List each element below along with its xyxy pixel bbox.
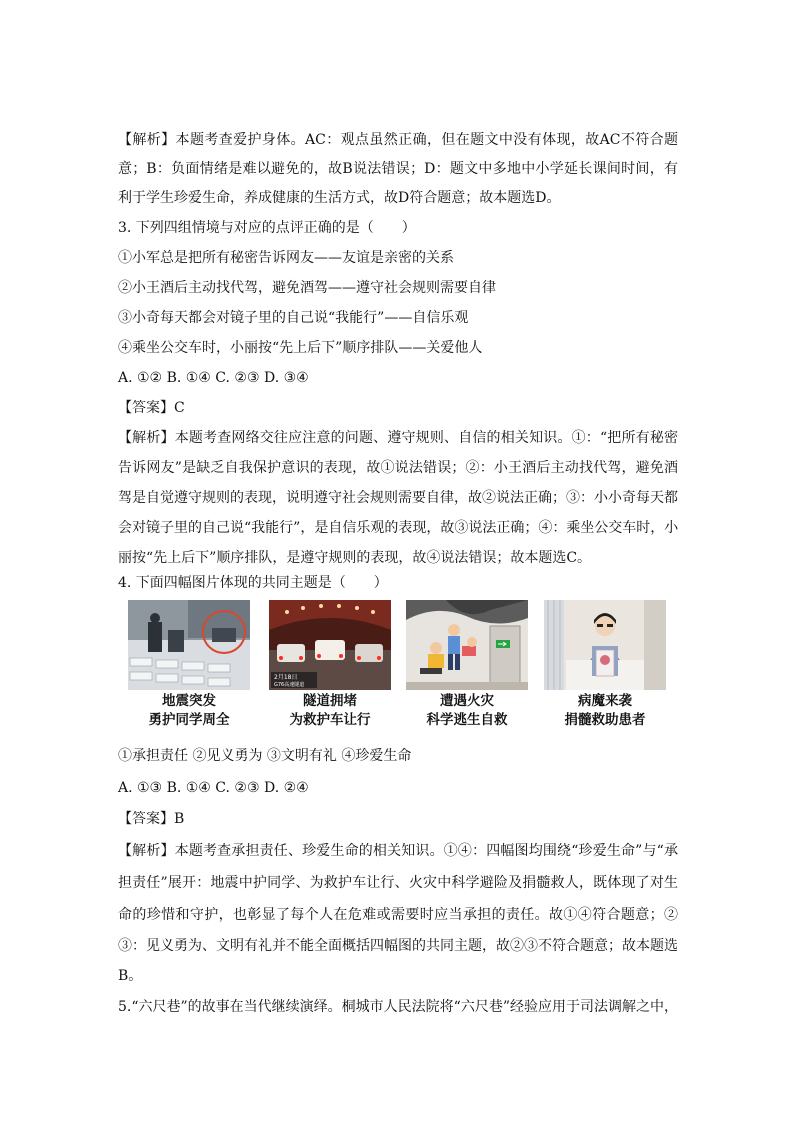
option-line: ②小王酒后主动找代驾，避免酒驾——遵守社会规则需要自律 xyxy=(118,280,496,296)
question-4-pictures xyxy=(128,600,668,730)
question-4-stem: 4. 下面四幅图片体现的共同主题是（ ） xyxy=(118,575,388,591)
picture-caption xyxy=(406,692,528,730)
picture-caption xyxy=(128,692,250,730)
classroom-photo-icon xyxy=(128,600,250,690)
caption-title: 病魔来袭 xyxy=(578,693,632,709)
caption-title: 隧道拥堵 xyxy=(303,693,357,709)
hospital-patient-photo-icon xyxy=(544,600,666,690)
text-line: 【解析】本题考查承担责任、珍爱生命的相关知识。①④：四幅图均围绕“珍爱生命”与“承 xyxy=(118,843,678,859)
svg-text:G76高速隧道: G76高速隧道 xyxy=(274,682,305,688)
text-line: 会对镜子里的自己说“我能行”，是自信乐观的表现，故③说法正确；④：乘坐公交车时，小 xyxy=(118,520,679,536)
text-line: 丽按“先上后下”顺序排队，是遵守规则的表现，故④说法错误；故本题选C。 xyxy=(118,550,592,566)
picture-caption xyxy=(269,692,391,730)
text-line: 【解析】本题考查爱护身体。AC：观点虽然正确，但在题文中没有体现，故AC不符合题 xyxy=(118,132,678,148)
svg-text:2月18日: 2月18日 xyxy=(274,674,298,681)
picture-caption xyxy=(544,692,666,730)
option-line: ③小奇每天都会对镜子里的自己说“我能行”——自信乐观 xyxy=(118,310,469,326)
text-line: 驾是自觉遵守规则的表现，说明遵守社会规则需要自律，故②说法正确；③：小小奇每天都 xyxy=(118,490,678,506)
text-line: 告诉网友”是缺乏自我保护意识的表现，故①说法错误；②：小王酒后主动找代驾，避免酒 xyxy=(118,460,678,476)
option-line: ①小军总是把所有秘密告诉网友——友谊是亲密的关系 xyxy=(118,250,454,266)
question-5-stem: 5.“六尺巷”的故事在当代继续演绎。桐城市人民法院将“六尺巷”经验应用于司法调解之中， xyxy=(118,999,678,1015)
option-line: ①承担责任 ②见义勇为 ③文明有礼 ④珍爱生命 xyxy=(118,748,412,764)
answer-choices: A. ①② B. ①④ C. ②③ D. ③④ xyxy=(118,370,309,386)
text-line: 【解析】本题考查网络交往应注意的问题、遵守规则、自信的相关知识。①：“把所有秘密 xyxy=(118,430,678,446)
answer-key: 【答案】B xyxy=(118,811,185,827)
text-line: ③：见义勇为、文明有礼并不能全面概括四幅图的共同主题，故②③不符合题意；故本题选 xyxy=(118,938,678,954)
text-line: 利于学生珍爱生命，养成健康的生活方式，故D符合题意；故本题选D。 xyxy=(118,190,561,206)
caption-subtitle: 捐髓救助患者 xyxy=(564,712,646,728)
text-line: 意；B：负面情绪是难以避免的，故B说法错误；D：题文中多地中小学延长课间时间，有 xyxy=(118,161,678,177)
caption-subtitle: 勇护同学周全 xyxy=(148,712,230,728)
text-line: 担责任”展开：地震中护同学、为救护车让行、火灾中科学避险及捐髓救人，既体现了对生 xyxy=(118,875,678,891)
text-line: 命的珍惜和守护，也彰显了每个人在危难或需要时应当承担的责任。故①④符合题意；② xyxy=(118,907,678,923)
answer-key: 【答案】C xyxy=(118,400,185,416)
answer-choices: A. ①③ B. ①④ C. ②③ D. ②④ xyxy=(118,780,309,796)
question-3-stem: 3. 下列四组情境与对应的点评正确的是（ ） xyxy=(118,220,416,236)
caption-subtitle: 为救护车让行 xyxy=(289,712,371,728)
caption-title: 遭遇火灾 xyxy=(440,693,494,709)
caption-title: 地震突发 xyxy=(162,693,216,709)
fire-escape-illustration-icon xyxy=(406,600,528,690)
caption-subtitle: 科学逃生自救 xyxy=(426,712,508,728)
text-line: B。 xyxy=(118,968,143,984)
tunnel-traffic-photo-icon xyxy=(269,600,391,690)
option-line: ④乘坐公交车时，小丽按“先上后下”顺序排队——关爱他人 xyxy=(118,340,483,356)
